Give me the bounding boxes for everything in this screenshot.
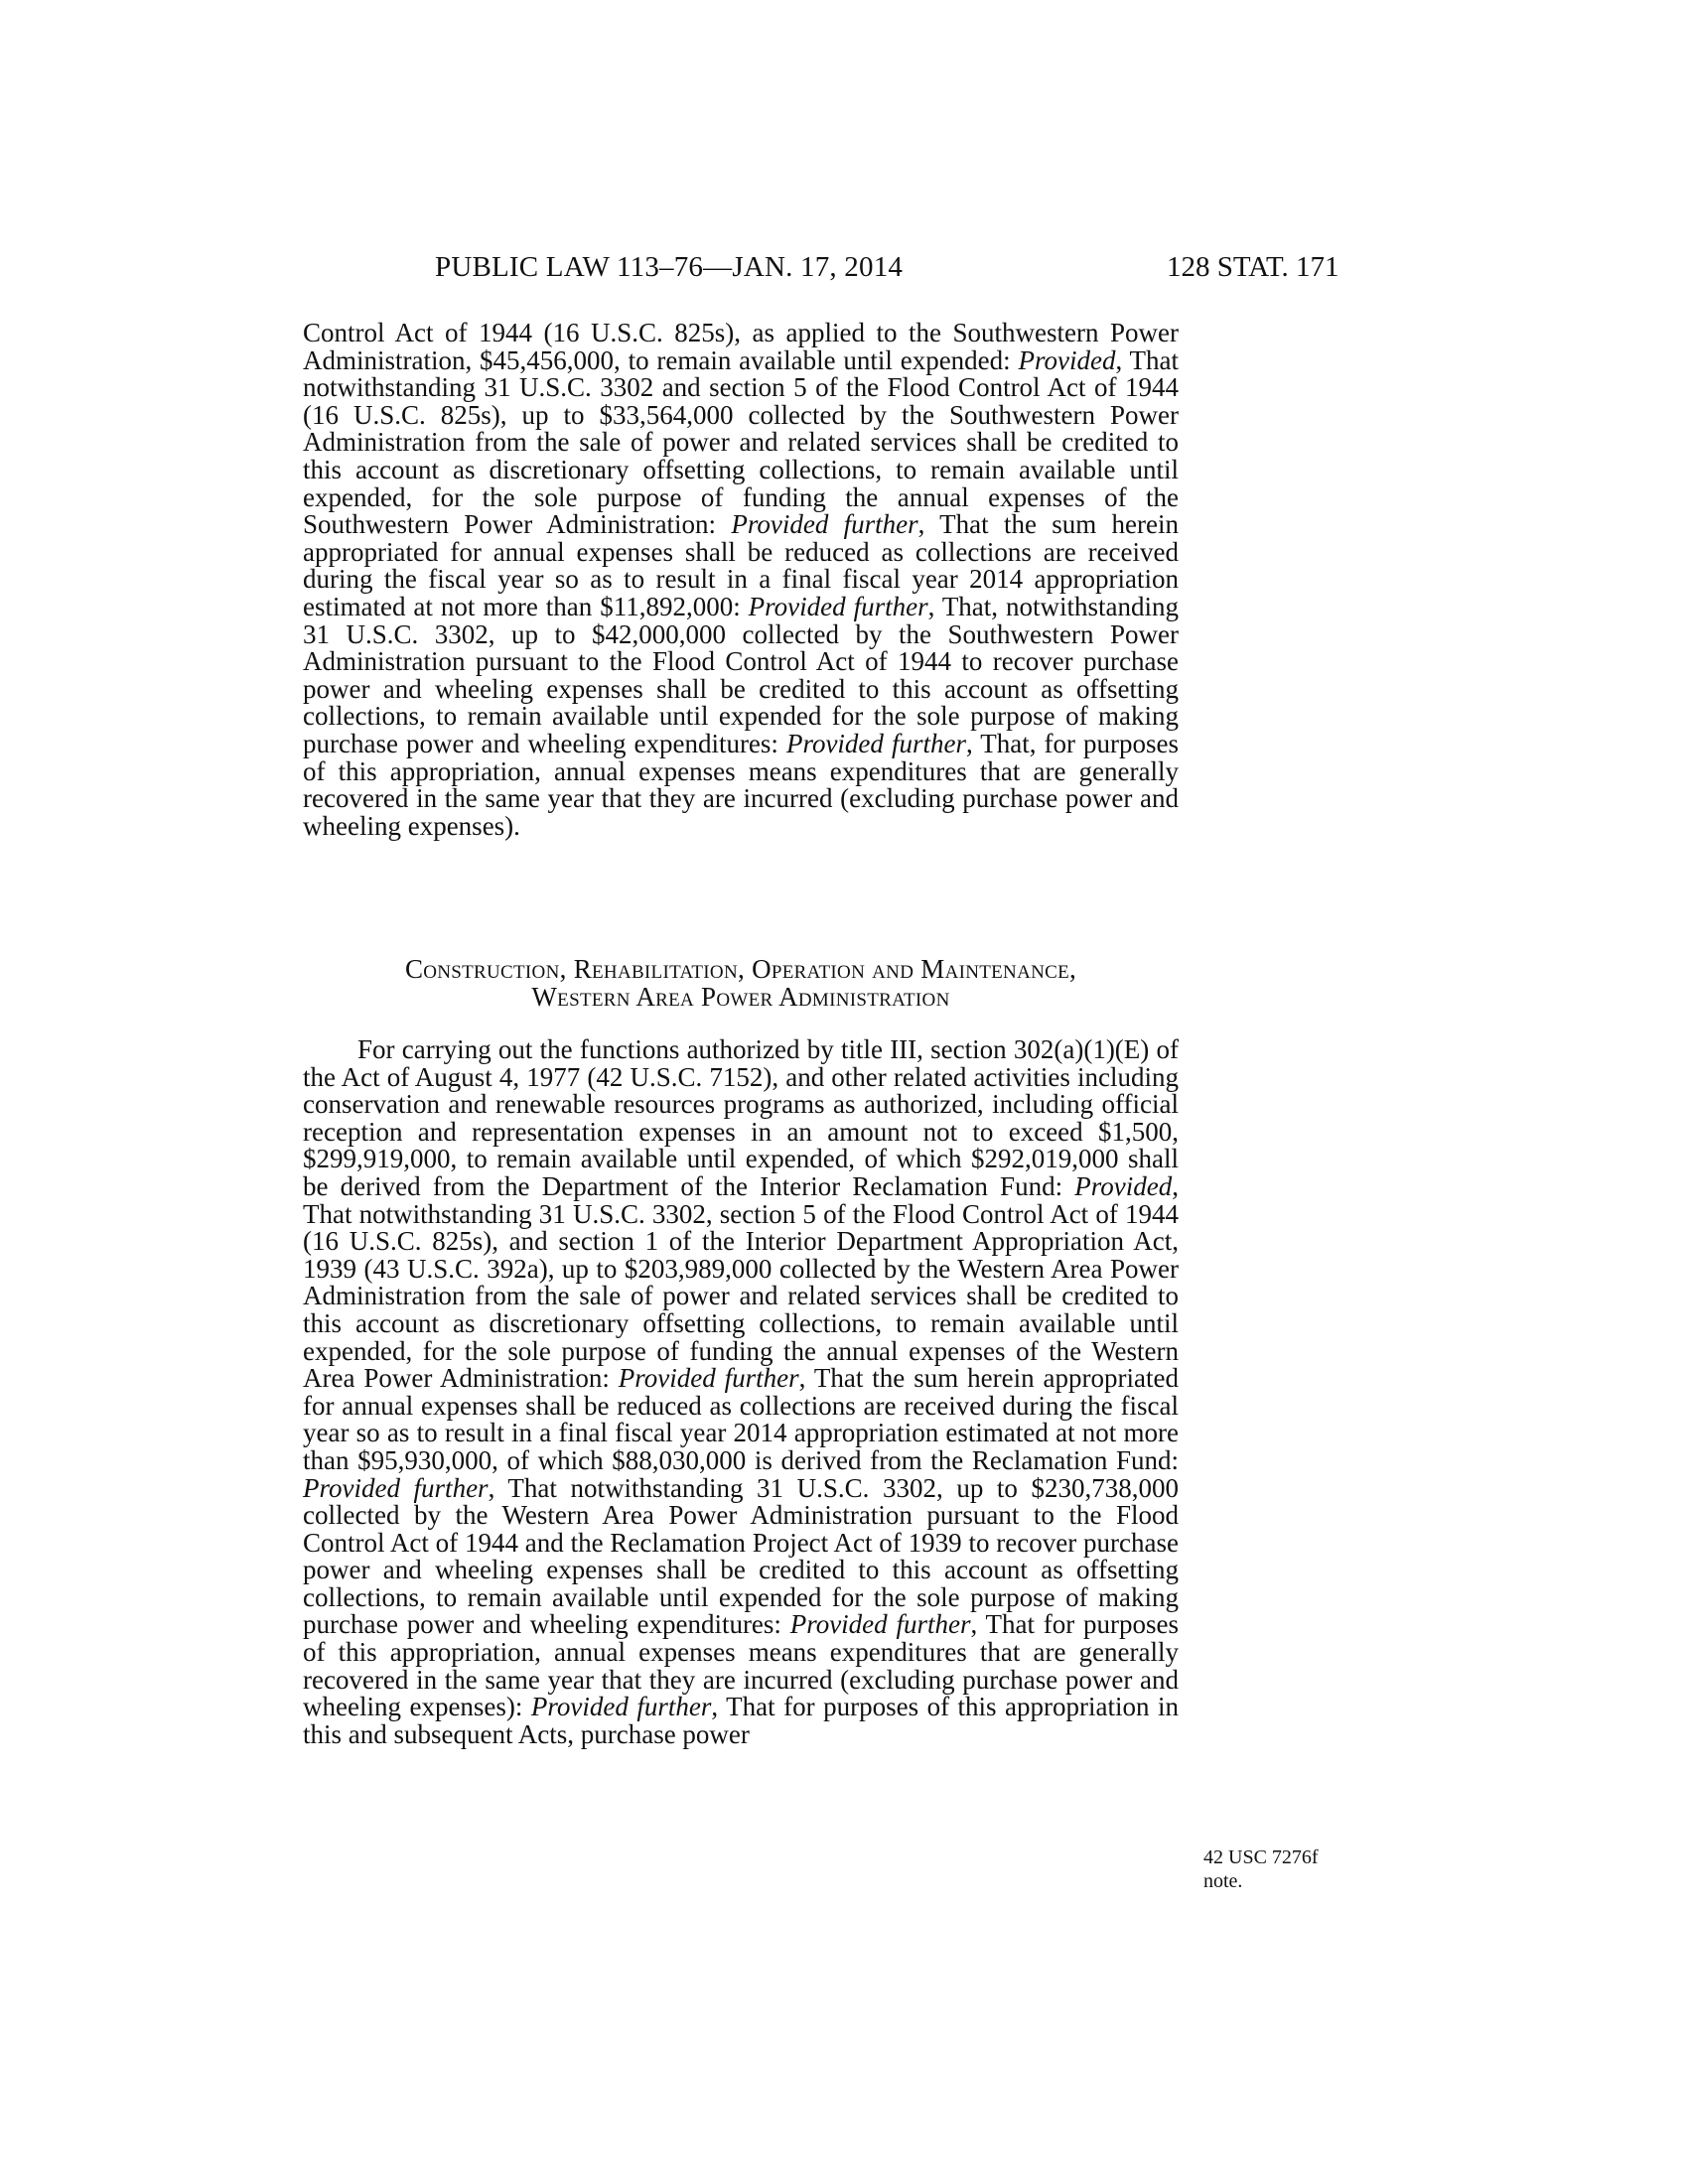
running-head-title: PUBLIC LAW 113–76—JAN. 17, 2014 bbox=[435, 251, 904, 283]
proviso-italic: Provided further bbox=[618, 1363, 799, 1394]
proviso-italic: Provided further bbox=[303, 1472, 489, 1503]
page-number: 128 STAT. 171 bbox=[1167, 251, 1339, 283]
proviso-italic: Provided further bbox=[789, 1609, 971, 1640]
heading-line-2: Western Area Power Administration bbox=[531, 982, 950, 1012]
text-run: , That, for purposes of this appropriation, annual expenses means expenditures that are generally recovered in the same year that they are incurred (excluding purchase power and wheeling expenses). bbox=[303, 728, 1179, 841]
heading-line-1: Construction, Rehabilitation, Operation and Maintenance, bbox=[404, 954, 1077, 984]
text-run: , That notwithstanding 31 U.S.C. 3302, section 5 of the Flood Control Act of 1944 (16 U.S.C. 825s), and section 1 of the Interior Department Appropriation Act, 1939 (43 U.S.C. 392a), up to $203,989,000 collected by the Western Area Power Administration from the sale of power and related services shall be credited to this account as discretionary offsetting collections, to remain available until expended, for the sole purpose of funding the annual expenses of the Western Area Power Administration: bbox=[303, 1170, 1179, 1394]
paragraph-text bbox=[303, 320, 1179, 840]
margin-note-suffix: note. bbox=[1203, 1870, 1243, 1892]
proviso-italic: Provided bbox=[1074, 1170, 1173, 1201]
paragraph-text bbox=[303, 1036, 1179, 1748]
text-run: , That for purposes of this appropriation in this and subsequent Acts, purchase power bbox=[303, 1692, 1180, 1749]
text-run: , That the sum herein appropriated for annual expenses shall be reduced as collections are received during the fiscal year so as to result in a final fiscal year 2014 appropriation estimated at not more than $95,930,000, of which $88,030,000 is derived from the Reclamation Fund: bbox=[303, 1363, 1179, 1475]
proviso-italic: Provided further bbox=[731, 509, 918, 540]
text-run: , That for purposes of this appropriation, annual expenses means expenditures that are generally recovered in the same year that they are incurred (excluding purchase power and wheeling expenses): bbox=[303, 1609, 1179, 1722]
appropriation-paragraph-southwestern bbox=[303, 320, 1179, 840]
proviso-italic: Provided further bbox=[748, 591, 928, 621]
section-heading bbox=[303, 955, 1179, 1011]
text-run: For carrying out the functions authorized by title III, section 302(a)(1)(E) of the Act of August 4, 1977 (42 U.S.C. 7152), and other related activities including conservation and renewable resources programs as authorized, including official reception and representation expenses in an amount not to exceed $1,500, $299,919,000, to remain available until expended, of which $292,019,000 shall be derived from the Department of the Interior Reclamation Fund: bbox=[303, 1034, 1179, 1201]
appropriation-paragraph-western bbox=[303, 1036, 1179, 1748]
margin-note bbox=[1203, 1845, 1319, 1893]
margin-note-citation: 42 USC 7276f bbox=[1203, 1846, 1319, 1868]
text-run: , That, notwithstanding 31 U.S.C. 3302, up to $42,000,000 collected by the Southwestern Power Administration pursuant to the Flood Control Act of 1944 to recover purchase power and wheeling expenses shall be credited to this account as offsetting collections, to remain available until expended for the sole purpose of making purchase power and wheeling expenditures: bbox=[303, 591, 1179, 758]
proviso-italic: Provided bbox=[1018, 344, 1116, 375]
proviso-italic: Provided further bbox=[530, 1692, 712, 1722]
text-run: Control Act of 1944 (16 U.S.C. 825s), as applied to the Southwestern Power Administration, $45,456,000, to remain available until expended: bbox=[303, 318, 1179, 375]
proviso-italic: Provided further bbox=[785, 728, 966, 758]
text-run: , That notwithstanding 31 U.S.C. 3302, up to $230,738,000 collected by the Western Area Power Administration pursuant to the Flood Control Act of 1944 and the Reclamation Project Act of 1939 to recover purchase power and wheeling expenses shall be credited to this account as offsetting collections, to remain available until expended for the sole purpose of making purchase power and wheeling expenditures: bbox=[303, 1472, 1180, 1640]
text-run: , That notwithstanding 31 U.S.C. 3302 and section 5 of the Flood Control Act of 1944 (16 U.S.C. 825s), up to $33,564,000 collected by the Southwestern Power Administration from the sale of power and related services shall be credited to this account as discretionary offsetting collections, to remain available until expended, for the sole purpose of funding the annual expenses of the Southwestern Power Administration: bbox=[303, 344, 1179, 540]
page-header bbox=[0, 251, 1688, 291]
text-run: , That the sum herein appropriated for annual expenses shall be reduced as collections are received during the fiscal year so as to result in a final fiscal year 2014 appropriation estimated at not more than $11,892,000: bbox=[303, 509, 1179, 621]
